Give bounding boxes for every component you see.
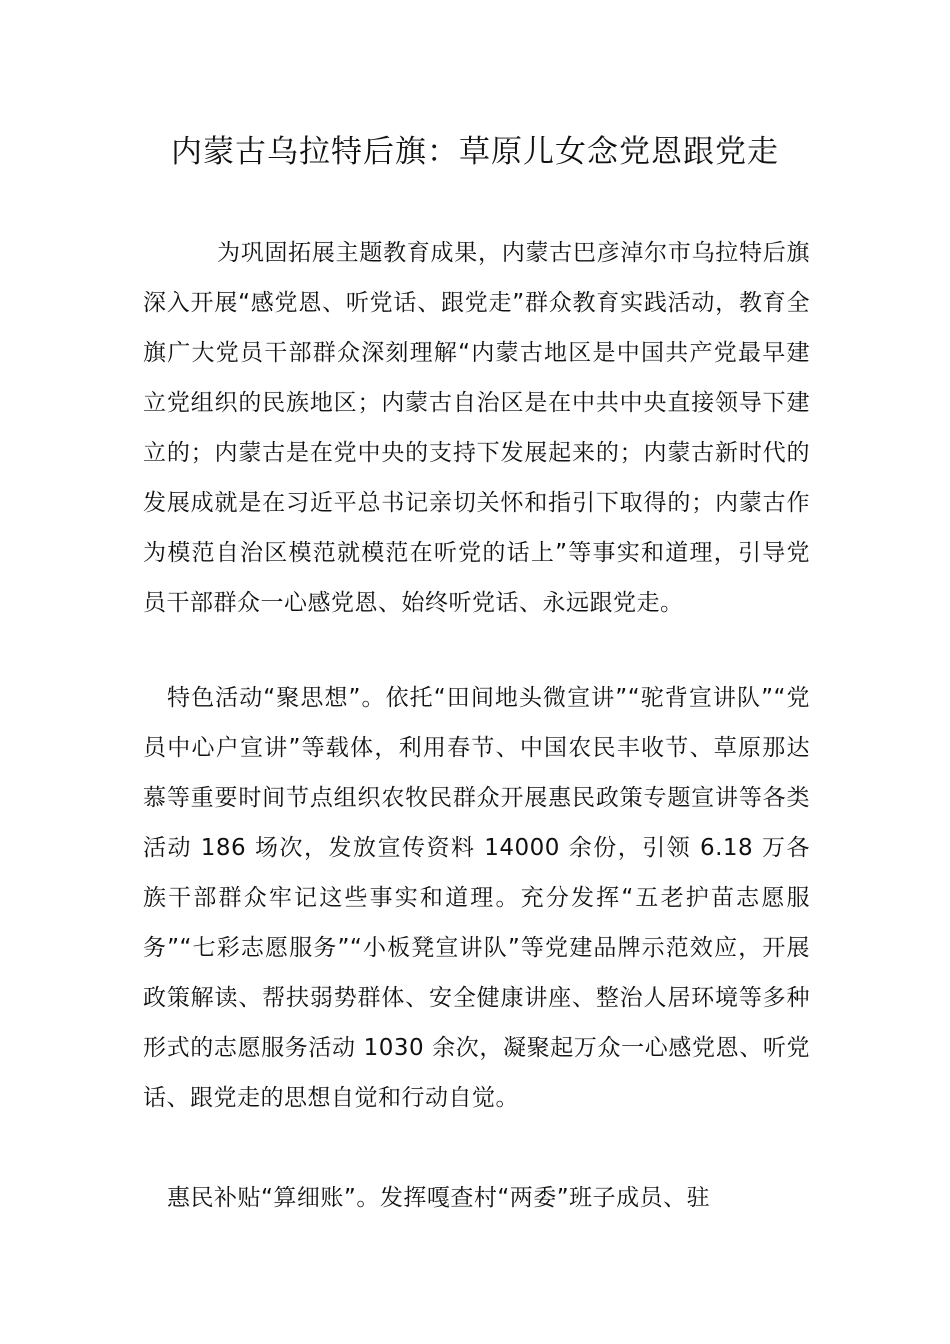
document-title: 内蒙古乌拉特后旗：草原儿女念党恩跟党走 xyxy=(171,134,779,170)
paragraph-featured-activities: 特色活动“聚思想”。依托“田间地头微宣讲”“驼背宣讲队”“党员中心户宣讲”等载体，利用春节、中国农民丰收节、草原那达慕等重要时间节点组织农牧民群众开展惠民政策专题宣讲等各类活动 186 场次，发放宣传资料 14000 余份，引领 6.18 万各族干部群众牢记这些事实和道理。充分发挥“五老护苗志愿服务”“七彩志愿服务”“小板凳宣讲队”等党建品牌示范效应，开展政策解读、帮扶弱势群体、安全健康讲座、整治人居环境等多种形式的志愿服务活动 1030 余次，凝聚起万众一心感党恩、听党话、跟党走的思想自觉和行动自觉。 xyxy=(143,685,810,1111)
paragraph-intro: 为巩固拓展主题教育成果，内蒙古巴彦淖尔市乌拉特后旗深入开展“感党恩、听党话、跟党走”群众教育实践活动，教育全旗广大党员干部群众深刻理解“内蒙古地区是中国共产党最早建立党组织的民族地区；内蒙古自治区是在中共中央直接领导下建立的；内蒙古是在党中央的支持下发展起来的；内蒙古新时代的发展成就是在习近平总书记亲切关怀和指引下取得的；内蒙古作为模范自治区模范就模范在听党的话上”等事实和道理，引导党员干部群众一心感党恩、始终听党话、永远跟党走。 xyxy=(143,240,810,616)
paragraph-subsidies: 惠民补贴“算细账”。发挥嘎查村“两委”班子成员、驻 xyxy=(167,1185,711,1211)
